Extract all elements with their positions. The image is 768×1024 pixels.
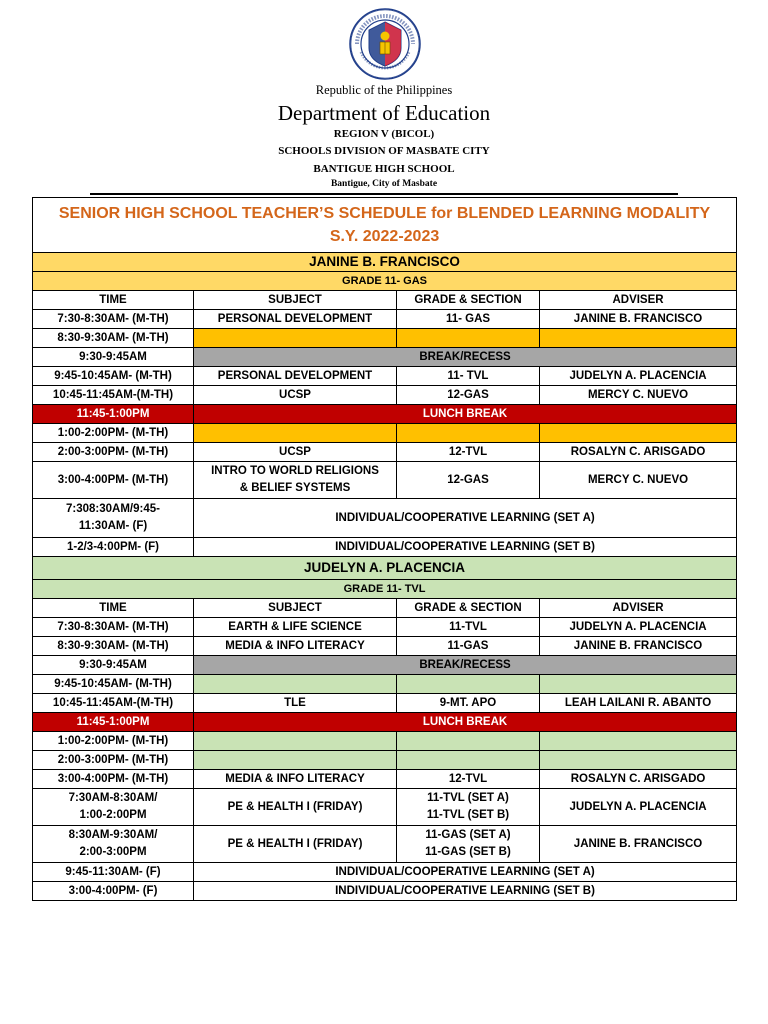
subject-cell: PE & HEALTH I (FRIDAY) (194, 789, 397, 826)
vacant-cell (540, 329, 737, 348)
section-cell (397, 826, 540, 863)
cooperative-learning-band: INDIVIDUAL/COOPERATIVE LEARNING (SET B) (194, 538, 737, 557)
adviser-cell: JUDELYN A. PLACENCIA (540, 367, 737, 386)
section-line-2: 11-TVL (SET B) (426, 809, 510, 821)
col-header-subject: SUBJECT (194, 291, 397, 310)
section-cell: 11-TVL (397, 618, 540, 637)
col-header-adviser: ADVISER (540, 291, 737, 310)
adviser-cell: MERCY C. NUEVO (540, 462, 737, 499)
teacher-1-name: JANINE B. FRANCISCO (33, 253, 737, 272)
adviser-cell: ROSALYN C. ARISGADO (540, 443, 737, 462)
time-cell: 8:30-9:30AM- (M-TH) (33, 329, 194, 348)
subject-cell: MEDIA & INFO LITERACY (194, 770, 397, 789)
teacher-2-grade-row (33, 580, 737, 599)
lunch-break-band: LUNCH BREAK (194, 713, 737, 732)
table-row (33, 751, 737, 770)
time-cell (33, 826, 194, 863)
section-cell: 11-GAS (397, 637, 540, 656)
section-cell: 11- TVL (397, 367, 540, 386)
table-row (33, 882, 737, 901)
teacher-1-column-headers (33, 291, 737, 310)
table-row (33, 618, 737, 637)
vacant-cell (194, 732, 397, 751)
table-row (33, 499, 737, 538)
time-line-1: 7:30AM-8:30AM/ (68, 792, 158, 804)
school-address: Bantigue, City of Masbate (330, 179, 438, 189)
table-row (33, 770, 737, 789)
time-cell: 3:00-4:00PM- (F) (33, 882, 194, 901)
table-row (33, 713, 737, 732)
table-row (33, 443, 737, 462)
vacant-cell (397, 675, 540, 694)
time-cell: 7:30-8:30AM- (M-TH) (33, 310, 194, 329)
subject-cell: UCSP (194, 443, 397, 462)
teacher-1-grade: GRADE 11- GAS (33, 272, 737, 291)
col-header-time: TIME (33, 599, 194, 618)
table-row (33, 656, 737, 675)
subject-cell: PERSONAL DEVELOPMENT (194, 367, 397, 386)
letterhead-divider (90, 193, 678, 195)
teacher-2-column-headers (33, 599, 737, 618)
vacant-cell (397, 329, 540, 348)
adviser-cell: LEAH LAILANI R. ABANTO (540, 694, 737, 713)
cooperative-learning-band: INDIVIDUAL/COOPERATIVE LEARNING (SET A) (194, 499, 737, 538)
subject-cell: PE & HEALTH I (FRIDAY) (194, 826, 397, 863)
table-row (33, 863, 737, 882)
time-cell: 10:45-11:45AM-(M-TH) (33, 386, 194, 405)
table-row (33, 789, 737, 826)
vacant-cell (397, 751, 540, 770)
adviser-cell: MERCY C. NUEVO (540, 386, 737, 405)
subject-cell: PERSONAL DEVELOPMENT (194, 310, 397, 329)
time-cell: 10:45-11:45AM-(M-TH) (33, 694, 194, 713)
table-row (33, 732, 737, 751)
time-cell: 7:30-8:30AM- (M-TH) (33, 618, 194, 637)
vacant-cell (540, 675, 737, 694)
time-cell (33, 499, 194, 538)
letterhead (0, 0, 768, 195)
col-header-adviser: ADVISER (540, 599, 737, 618)
time-line-1: 7:308:30AM/9:45- (66, 503, 160, 515)
adviser-cell: JANINE B. FRANCISCO (540, 637, 737, 656)
adviser-cell: ROSALYN C. ARISGADO (540, 770, 737, 789)
table-row (33, 538, 737, 557)
break-recess-band: BREAK/RECESS (194, 656, 737, 675)
section-cell: 9-MT. APO (397, 694, 540, 713)
adviser-cell: JUDELYN A. PLACENCIA (540, 618, 737, 637)
time-cell: 3:00-4:00PM- (M-TH) (33, 462, 194, 499)
table-row (33, 637, 737, 656)
section-line-1: 11-GAS (SET A) (425, 829, 511, 841)
section-cell: 12-GAS (397, 462, 540, 499)
col-header-time: TIME (33, 291, 194, 310)
time-line-1: 8:30AM-9:30AM/ (68, 829, 158, 841)
vacant-cell (194, 751, 397, 770)
break-recess-band: BREAK/RECESS (194, 348, 737, 367)
teacher-1-name-row (33, 253, 737, 272)
table-row (33, 405, 737, 424)
vacant-cell (397, 732, 540, 751)
teacher-2-grade: GRADE 11- TVL (33, 580, 737, 599)
subject-line-2: & BELIEF SYSTEMS (239, 482, 351, 494)
time-cell (33, 789, 194, 826)
time-cell: 1-2/3-4:00PM- (F) (33, 538, 194, 557)
time-cell: 9:45-10:45AM- (M-TH) (33, 367, 194, 386)
schedule-title (33, 198, 737, 253)
section-cell: 11- GAS (397, 310, 540, 329)
lunch-break-band: LUNCH BREAK (194, 405, 737, 424)
table-row (33, 694, 737, 713)
subject-cell: MEDIA & INFO LITERACY (194, 637, 397, 656)
table-row (33, 348, 737, 367)
vacant-cell (540, 751, 737, 770)
time-cell: 1:00-2:00PM- (M-TH) (33, 424, 194, 443)
deped-seal-logo (349, 8, 421, 80)
col-header-subject: SUBJECT (194, 599, 397, 618)
department-title: Department of Education (277, 101, 491, 125)
table-row (33, 675, 737, 694)
table-row (33, 310, 737, 329)
time-cell: 9:30-9:45AM (33, 656, 194, 675)
table-row (33, 826, 737, 863)
schedule-table (32, 197, 737, 901)
table-row (33, 424, 737, 443)
republic-line: Republic of the Philippines (315, 83, 453, 97)
region-line: REGION V (BICOL) (333, 128, 435, 140)
time-line-2: 11:30AM- (F) (78, 520, 148, 532)
col-header-grade-section: GRADE & SECTION (397, 599, 540, 618)
title-row (33, 198, 737, 253)
vacant-cell (397, 424, 540, 443)
subject-cell (194, 462, 397, 499)
time-cell: 9:30-9:45AM (33, 348, 194, 367)
subject-line-1: INTRO TO WORLD RELIGIONS (211, 465, 379, 477)
vacant-cell (540, 732, 737, 751)
table-row (33, 329, 737, 348)
subject-cell: EARTH & LIFE SCIENCE (194, 618, 397, 637)
title-line-1: SENIOR HIGH SCHOOL TEACHER’S SCHEDULE for BLENDED LEARNING MODALITY (58, 205, 711, 222)
table-row (33, 386, 737, 405)
school-name: BANTIGUE HIGH SCHOOL (313, 163, 455, 175)
time-cell: 8:30-9:30AM- (M-TH) (33, 637, 194, 656)
time-line-2: 1:00-2:00PM (79, 809, 147, 821)
title-line-2: S.Y. 2022-2023 (329, 228, 440, 245)
time-cell: 9:45-11:30AM- (F) (33, 863, 194, 882)
vacant-cell (194, 329, 397, 348)
section-line-2: 11-GAS (SET B) (425, 846, 511, 858)
cooperative-learning-band: INDIVIDUAL/COOPERATIVE LEARNING (SET A) (194, 863, 737, 882)
time-cell: 2:00-3:00PM- (M-TH) (33, 443, 194, 462)
section-cell (397, 789, 540, 826)
subject-cell: TLE (194, 694, 397, 713)
section-cell: 12-TVL (397, 443, 540, 462)
section-cell: 12-TVL (397, 770, 540, 789)
vacant-cell (194, 424, 397, 443)
time-cell: 11:45-1:00PM (33, 713, 194, 732)
section-line-1: 11-TVL (SET A) (427, 792, 509, 804)
time-cell: 2:00-3:00PM- (M-TH) (33, 751, 194, 770)
time-cell: 3:00-4:00PM- (M-TH) (33, 770, 194, 789)
teacher-2-name: JUDELYN A. PLACENCIA (33, 557, 737, 580)
adviser-cell: JUDELYN A. PLACENCIA (540, 789, 737, 826)
adviser-cell: JANINE B. FRANCISCO (540, 826, 737, 863)
time-cell: 1:00-2:00PM- (M-TH) (33, 732, 194, 751)
teacher-2-name-row (33, 557, 737, 580)
time-cell: 9:45-10:45AM- (M-TH) (33, 675, 194, 694)
vacant-cell (540, 424, 737, 443)
division-line: SCHOOLS DIVISION OF MASBATE CITY (278, 145, 490, 157)
subject-cell: UCSP (194, 386, 397, 405)
time-line-2: 2:00-3:00PM (79, 846, 147, 858)
vacant-cell (194, 675, 397, 694)
section-cell: 12-GAS (397, 386, 540, 405)
teacher-1-grade-row (33, 272, 737, 291)
table-row (33, 367, 737, 386)
cooperative-learning-band: INDIVIDUAL/COOPERATIVE LEARNING (SET B) (194, 882, 737, 901)
time-cell: 11:45-1:00PM (33, 405, 194, 424)
adviser-cell: JANINE B. FRANCISCO (540, 310, 737, 329)
col-header-grade-section: GRADE & SECTION (397, 291, 540, 310)
table-row (33, 462, 737, 499)
